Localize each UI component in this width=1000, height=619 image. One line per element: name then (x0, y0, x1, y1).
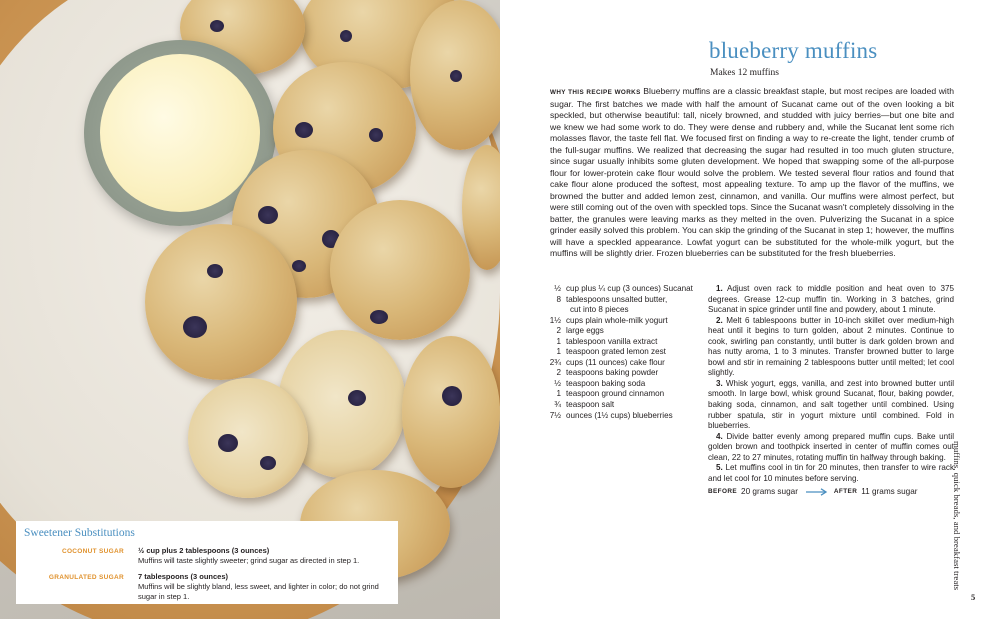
method-step (708, 463, 954, 484)
substitution-row (24, 546, 390, 566)
ingredient-text: teaspoon grated lemon zest (566, 347, 666, 357)
ingredient-list (546, 284, 706, 421)
ingredient-row (546, 284, 706, 295)
ingredient-text: cup plus ¼ cup (3 ounces) Sucanat (566, 284, 693, 293)
intro-text: Blueberry muffins are a classic breakfast staple, but most recipes are loaded with sugar. The first batches we made with half the amount of Sucanat came out of the oven looking a bit speckled, but otherwise beautiful: tall, nicely browned, and studded with juicy berries—but one bite and we knew we had some work to do. They were dense and rubbery and, while the Sucanat lent some rich molasses flavor, the taste fell flat. We focused first on finding a way to re-create the light, tender crumb of the full-sugar muffins. We realized that decreasing the sugar had resulted in too much gluten structure, since sugar usually inhibits some gluten development. We hoped that swapping some of the all-purpose flour for lower-protein cake flour would solve the problem. We tested several flour ratios and found that cake flour alone produced the softest, most appealing texture. To amp up the flavor of the muffins, we browned the butter and added lemon zest, cinnamon, and vanilla. Our muffins were almost perfect, but were still coming out of the oven with speckled tops. Since the Sucanat wasn't completely dissolving in the batter, the granules were leaving marks as they melted in the oven. Pulverizing the Sucanat in a spice grinder easily solved this problem. You can skip the grinding of the Sucanat in step 1; however, the muffins will have a speckled appearance. Lowfat yogurt can be substituted for the whole-milk yogurt, but the muffins will be slightly drier. Frozen blueberries can be substituted for the fresh blueberries. (550, 86, 954, 258)
substitution-amount: 7 tablespoons (3 ounces) (138, 572, 229, 581)
substitution-amount: ½ cup plus 2 tablespoons (3 ounces) (138, 546, 270, 555)
ingredient-row (546, 295, 706, 306)
ingredient-text: teaspoon salt (566, 400, 615, 410)
before-label: BEFORE (708, 488, 738, 495)
ingredient-quantity: ½ (554, 284, 561, 293)
muffin-half (188, 378, 308, 498)
ingredient-quantity: 2¾ (549, 357, 561, 367)
ingredient-quantity: 1 (556, 336, 561, 346)
ingredient-text: cut into 8 pieces (570, 305, 629, 315)
sidebar-title: Sweetener Substitutions (24, 527, 135, 539)
after-value: 11 grams sugar (861, 487, 918, 496)
before-after-sugar (708, 487, 926, 496)
method-step (708, 379, 954, 432)
ingredient-row (546, 358, 706, 369)
method-steps (708, 284, 954, 484)
ingredient-quantity: 7½ (549, 410, 561, 420)
substitution-label: COCONUT SUGAR (61, 548, 124, 555)
step-number: 1. (716, 284, 723, 293)
ingredient-row (546, 316, 706, 327)
page-number: 5 (971, 592, 976, 602)
step-number: 3. (716, 378, 723, 388)
ingredient-quantity: 1½ (549, 315, 561, 325)
ingredient-row (546, 368, 706, 379)
ingredient-row (546, 347, 706, 358)
step-number: 5. (716, 463, 723, 473)
step-text: Whisk yogurt, eggs, vanilla, and zest into browned butter until smooth. In large bowl, whisk ground Sucanat, flour, baking powder, baking soda, cinnamon, and salt together until combined. Using rubber spatula, stir in yogurt mixture until combined. Fold in blueberries. (708, 378, 955, 431)
ingredient-quantity: 8 (556, 294, 561, 304)
ingredient-text: tablespoons unsalted butter, (566, 294, 668, 304)
ingredient-text: large eggs (566, 326, 604, 336)
substitution-body (138, 572, 390, 602)
method-step (708, 284, 954, 316)
substitution-note: Muffins will taste slightly sweeter; grind sugar as directed in step 1. (138, 556, 360, 565)
ingredient-quantity: 1 (556, 347, 561, 357)
step-text: Melt 6 tablespoons butter in 10-inch skillet over medium-high heat until it begins to turn golden, about 2 minutes. Continue to cook, swirling pan constantly, until butter is dark golden brown and has nutty aroma, 1 to 3 minutes. Transfer browned butter to large bowl and stir in remaining 2 tablespoons butter until melted; let cool slightly. (708, 315, 954, 378)
ingredient-text: teaspoon ground cinnamon (566, 389, 665, 399)
step-text: Adjust oven rack to middle position and heat oven to 375 degrees. Grease 12-cup muffin tin. Working in 3 batches, grind Sucanat in spice grinder until fine and powdery, about 1 minute. (708, 284, 954, 315)
intro-lead: WHY THIS RECIPE WORKS (550, 89, 641, 96)
substitution-label: GRANULATED SUGAR (48, 574, 124, 581)
ingredient-text: teaspoon baking soda (566, 378, 646, 388)
ingredient-row (546, 305, 706, 316)
substitution-row (24, 572, 390, 602)
ingredient-row (546, 326, 706, 337)
ingredient-quantity: 2 (556, 368, 561, 378)
step-number: 2. (716, 315, 723, 325)
ingredient-row (546, 389, 706, 400)
substitution-body (138, 546, 359, 566)
ingredient-text: cups (11 ounces) cake flour (566, 357, 665, 367)
ingredient-quantity: 2 (556, 326, 561, 336)
step-text: Let muffins cool in tin for 20 minutes, then transfer to wire rack and let cool for 10 minutes before serving. (708, 463, 955, 483)
ingredient-quantity: ½ (554, 378, 561, 388)
whipped-butter (100, 54, 260, 212)
muffin (330, 200, 470, 340)
why-this-recipe-works (550, 86, 954, 260)
after-label: AFTER (833, 488, 858, 495)
muffin (145, 224, 297, 380)
ingredient-quantity: 1 (556, 389, 561, 399)
step-text: Divide batter evenly among prepared muffin cups. Bake until golden brown and toothpick inserted in center of muffin comes out clean, 22 to 27 minutes, rotating muffin tin halfway through baking. (708, 431, 954, 462)
muffin (410, 0, 500, 150)
running-head: muffins, quick breads, and breakfast treats (952, 441, 962, 591)
substitution-note: Muffins will be slightly bland, less sweet, and lighter in color; do not grind sugar in step 1. (138, 582, 379, 601)
recipe-yield: Makes 12 muffins (710, 68, 779, 78)
method-step (708, 432, 954, 464)
step-number: 4. (716, 431, 723, 441)
ingredient-quantity: ¾ (554, 400, 561, 410)
sweetener-substitutions-box (16, 521, 398, 604)
ingredient-row (546, 337, 706, 348)
muffin (402, 336, 500, 488)
ingredient-text: teaspoons baking powder (566, 368, 659, 378)
ingredient-row (546, 400, 706, 411)
right-arrow-icon (806, 488, 828, 496)
ingredient-text: cups plain whole-milk yogurt (566, 315, 668, 325)
ingredient-row (546, 411, 706, 422)
method-step (708, 316, 954, 379)
before-value: 20 grams sugar (741, 487, 798, 496)
ingredient-text: tablespoon vanilla extract (566, 336, 658, 346)
recipe-title: blueberry muffins (709, 38, 878, 63)
ingredient-row (546, 379, 706, 390)
ingredient-text: ounces (1½ cups) blueberries (566, 410, 673, 420)
